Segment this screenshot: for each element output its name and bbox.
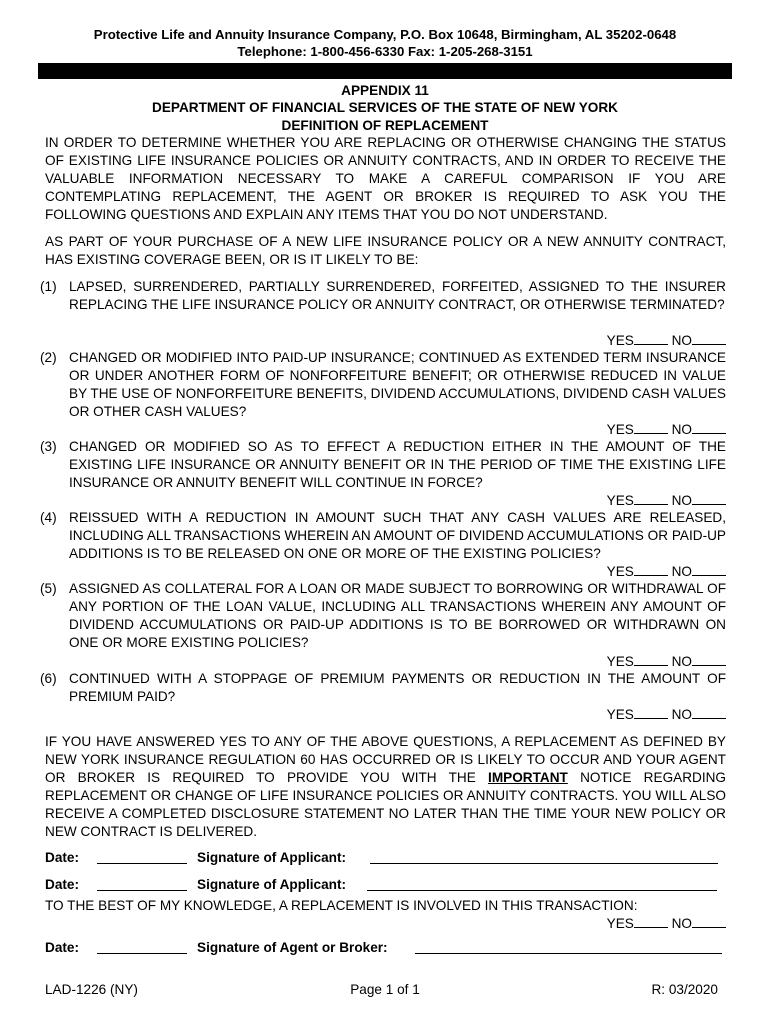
date-label: Date: bbox=[45, 940, 79, 955]
question-text: LAPSED, SURRENDERED, PARTIALLY SURRENDERED, FORFEITED, ASSIGNED TO THE INSURER REPLACING THE LIFE INSURANCE POLICY OR ANNUITY CONTRACT, OR OTHERWISE TERMINATED? bbox=[69, 279, 726, 312]
agent-statement: TO THE BEST OF MY KNOWLEDGE, A REPLACEMENT IS INVOLVED IN THIS TRANSACTION: bbox=[45, 898, 638, 913]
yes-blank[interactable] bbox=[634, 332, 668, 345]
no-label: NO bbox=[671, 333, 692, 348]
applicant-signature-line[interactable] bbox=[370, 849, 718, 864]
no-label: NO bbox=[671, 493, 692, 508]
question-3 bbox=[40, 438, 726, 492]
applicant-signature-label: Signature of Applicant: bbox=[197, 850, 347, 865]
company-address: Protective Life and Annuity Insurance Company, P.O. Box 10648, Birmingham, AL 35202-0648 bbox=[93, 27, 677, 42]
question-4 bbox=[40, 509, 726, 563]
yes-label: YES bbox=[606, 564, 634, 579]
company-phone-fax: Telephone: 1-800-456-6330 Fax: 1-205-268-3151 bbox=[237, 44, 533, 59]
date-line[interactable] bbox=[97, 876, 187, 891]
no-blank[interactable] bbox=[692, 653, 726, 666]
notice-text-after: NOTICE REGARDING REPLACEMENT OR CHANGE OF LIFE INSURANCE POLICIES OR ANNUITY CONTRACTS. YOU WILL ALSO RECEIVE A COMPLETED DISCLOSURE STATEMENT NO LATER THAN THE TIME YOUR NEW POLICY OR NEW CONTRACT IS DELIVERED. bbox=[45, 770, 727, 839]
yes-no-answer-5 bbox=[607, 653, 726, 671]
yes-label: YES bbox=[606, 707, 634, 722]
yes-no-answer-4 bbox=[607, 563, 726, 581]
yes-no-answer-2 bbox=[607, 421, 726, 439]
question-6 bbox=[40, 670, 726, 706]
yes-label: YES bbox=[606, 916, 634, 931]
yes-blank[interactable] bbox=[634, 915, 668, 928]
no-blank[interactable] bbox=[692, 563, 726, 576]
agent-signature-label: Signature of Agent or Broker: bbox=[197, 940, 388, 955]
yes-label: YES bbox=[606, 493, 634, 508]
intro-paragraph: IN ORDER TO DETERMINE WHETHER YOU ARE REPLACING OR OTHERWISE CHANGING THE STATUS OF EXISTING LIFE INSURANCE POLICIES OR ANNUITY CONTRACTS, AND IN ORDER TO RECEIVE THE VALUABLE INFORMATION NECESSARY TO MAKE A CAREFUL COMPARISON IF YOU ARE CONTEMPLATING REPLACEMENT, THE AGENT OR BROKER IS REQUIRED TO ASK YOU THE FOLLOWING QUESTIONS AND EXPLAIN ANY ITEMS THAT YOU DO NOT UNDERSTAND. bbox=[45, 135, 726, 222]
yes-blank[interactable] bbox=[634, 492, 668, 505]
no-blank[interactable] bbox=[692, 915, 726, 928]
yes-no-answer-3 bbox=[607, 492, 726, 510]
no-label: NO bbox=[671, 916, 692, 931]
notice-text-before: IF YOU HAVE ANSWERED YES TO ANY OF THE ABOVE QUESTIONS, A REPLACEMENT AS DEFINED BY NEW YORK INSURANCE REGULATION 60 HAS OCCURRED OR IS LIKELY TO OCCUR AND YOUR AGENT OR BROKER IS REQUIRED TO PROVIDE YOU WITH THE bbox=[45, 734, 726, 785]
question-text: REISSUED WITH A REDUCTION IN AMOUNT SUCH THAT ANY CASH VALUES ARE RELEASED, INCLUDING ALL TRANSACTIONS WHEREIN AN AMOUNT OF DIVIDEND ACCUMULATIONS OR PAID-UP ADDITIONS IS TO BE RELEASED ON ONE OR MORE OF THE EXISTING POLICIES? bbox=[69, 510, 726, 561]
no-blank[interactable] bbox=[692, 421, 726, 434]
applicant-signature-label: Signature of Applicant: bbox=[197, 877, 347, 892]
revision-date: R: 03/2020 bbox=[651, 982, 718, 997]
yes-no-answer-6 bbox=[607, 706, 726, 724]
no-label: NO bbox=[671, 564, 692, 579]
yes-blank[interactable] bbox=[634, 653, 668, 666]
yes-label: YES bbox=[606, 333, 634, 348]
question-number: (2) bbox=[40, 350, 57, 365]
no-label: NO bbox=[671, 422, 692, 437]
yes-label: YES bbox=[606, 654, 634, 669]
question-1 bbox=[40, 278, 726, 314]
no-label: NO bbox=[671, 654, 692, 669]
date-line[interactable] bbox=[97, 849, 187, 864]
agent-signature-line[interactable] bbox=[415, 939, 722, 954]
applicant-signature-line[interactable] bbox=[367, 876, 717, 891]
yes-no-answer-1 bbox=[607, 332, 726, 350]
definition-title: DEFINITION OF REPLACEMENT bbox=[281, 118, 489, 133]
yes-blank[interactable] bbox=[634, 563, 668, 576]
question-5 bbox=[40, 580, 726, 652]
question-number: (5) bbox=[40, 581, 57, 596]
lead-paragraph: AS PART OF YOUR PURCHASE OF A NEW LIFE INSURANCE POLICY OR A NEW ANNUITY CONTRACT, HAS EXISTING COVERAGE BEEN, OR IS IT LIKELY TO BE: bbox=[45, 234, 726, 267]
no-blank[interactable] bbox=[692, 492, 726, 505]
yes-blank[interactable] bbox=[634, 706, 668, 719]
date-label: Date: bbox=[45, 877, 79, 892]
page-number: Page 1 of 1 bbox=[350, 982, 420, 997]
no-label: NO bbox=[671, 707, 692, 722]
replacement-notice-paragraph bbox=[45, 733, 726, 841]
yes-no-answer-agent bbox=[607, 915, 726, 933]
appendix-title: APPENDIX 11 bbox=[341, 83, 429, 98]
date-line[interactable] bbox=[97, 939, 187, 954]
question-number: (1) bbox=[40, 279, 57, 294]
question-text: ASSIGNED AS COLLATERAL FOR A LOAN OR MADE SUBJECT TO BORROWING OR WITHDRAWAL OF ANY PORTION OF THE LOAN VALUE, INCLUDING ALL TRANSACTIONS WHEREIN ANY AMOUNT OF DIVIDEND ACCUMULATIONS OR PAID-UP ADDITIONS IS TO BE BORROWED OR WITHDRAWN ON ONE OR MORE EXISTING POLICIES? bbox=[69, 581, 726, 650]
no-blank[interactable] bbox=[692, 332, 726, 345]
header-divider-bar bbox=[38, 63, 732, 79]
important-emphasis: IMPORTANT bbox=[488, 770, 568, 785]
question-number: (4) bbox=[40, 510, 57, 525]
question-number: (3) bbox=[40, 439, 57, 454]
question-text: CHANGED OR MODIFIED INTO PAID-UP INSURANCE; CONTINUED AS EXTENDED TERM INSURANCE OR UNDER ANOTHER FORM OF NONFORFEITURE BENEFIT; OR OTHERWISE REDUCED IN VALUE BY THE USE OF NONFORFEITURE BENEFITS, DIVIDEND ACCUMULATIONS, DIVIDEND CASH VALUES OR OTHER CASH VALUES? bbox=[69, 350, 726, 419]
question-number: (6) bbox=[40, 671, 57, 686]
date-label: Date: bbox=[45, 850, 79, 865]
department-title: DEPARTMENT OF FINANCIAL SERVICES OF THE STATE OF NEW YORK bbox=[152, 100, 618, 115]
yes-blank[interactable] bbox=[634, 421, 668, 434]
yes-label: YES bbox=[606, 422, 634, 437]
question-text: CHANGED OR MODIFIED SO AS TO EFFECT A REDUCTION EITHER IN THE AMOUNT OF THE EXISTING LIFE INSURANCE OR ANNUITY BENEFIT OR IN THE PERIOD OF TIME THE EXISTING LIFE INSURANCE OR ANNUITY BENEFIT WILL CONTINUE IN FORCE? bbox=[69, 439, 726, 490]
question-2 bbox=[40, 349, 726, 421]
question-text: CONTINUED WITH A STOPPAGE OF PREMIUM PAYMENTS OR REDUCTION IN THE AMOUNT OF PREMIUM PAID? bbox=[69, 671, 726, 704]
no-blank[interactable] bbox=[692, 706, 726, 719]
form-id: LAD-1226 (NY) bbox=[45, 982, 138, 997]
